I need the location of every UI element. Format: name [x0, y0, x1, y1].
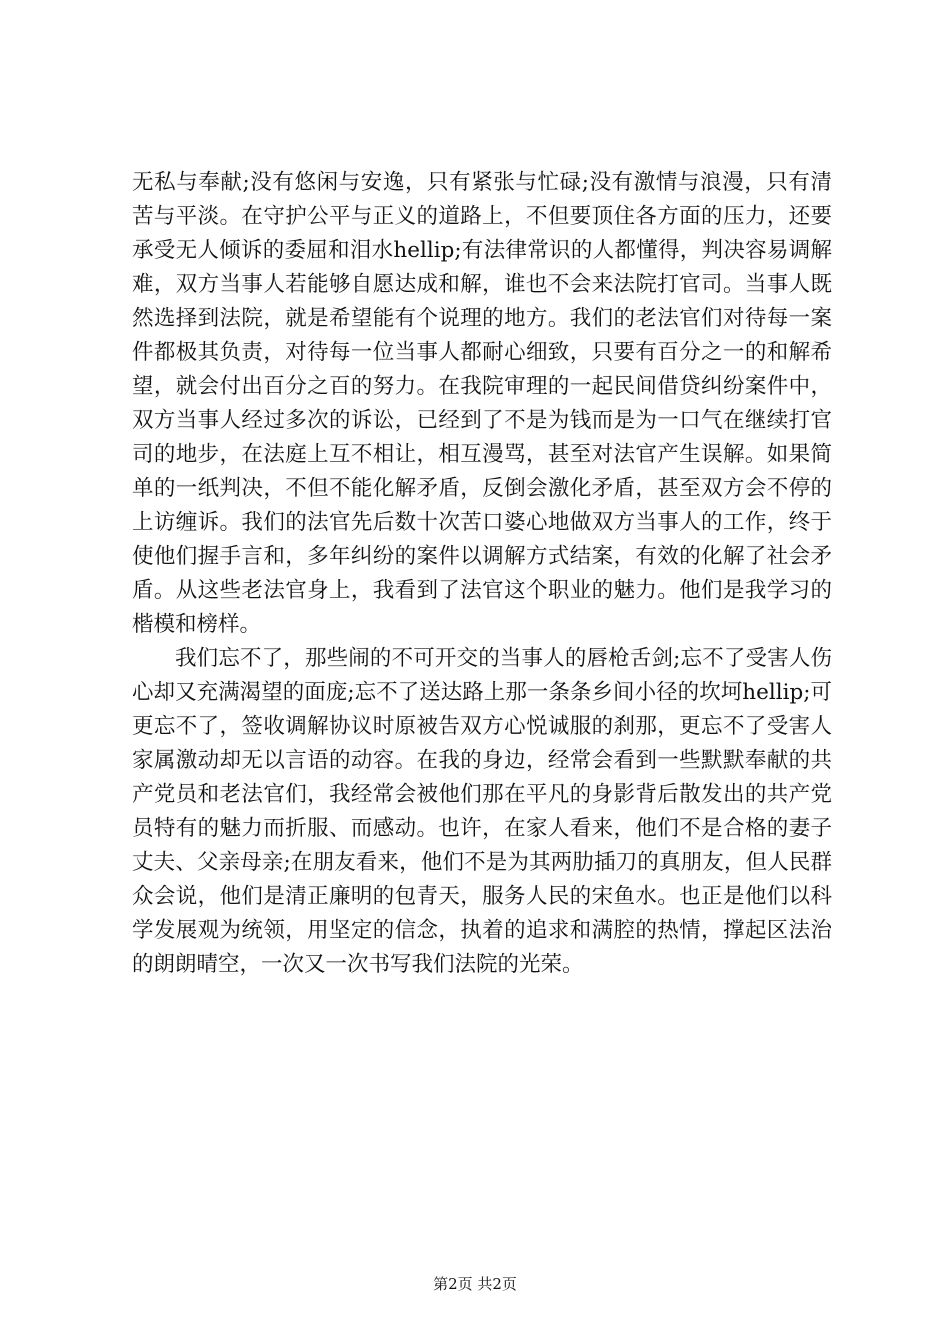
- page-number-footer: 第2页 共2页: [433, 1275, 517, 1293]
- document-body: [132, 166, 832, 982]
- paragraph-continued: 无私与奉献;没有悠闲与安逸，只有紧张与忙碌;没有激情与浪漫，只有清苦与平淡。在守护公平与正义的道路上，不但要顶住各方面的压力，还要承受无人倾诉的委屈和泪水hellip;有法律常识的人都懂得，判决容易调解难，双方当事人若能够自愿达成和解，谁也不会来法院打官司。当事人既然选择到法院，就是希望能有个说理的地方。我们的老法官们对待每一案件都极其负责，对待每一位当事人都耐心细致，只要有百分之一的和解希望，就会付出百分之百的努力。在我院审理的一起民间借贷纠纷案件中，双方当事人经过多次的诉讼，已经到了不是为钱而是为一口气在继续打官司的地步，在法庭上互不相让，相互漫骂，甚至对法官产生误解。如果简单的一纸判决，不但不能化解矛盾，反倒会激化矛盾，甚至双方会不停的上访缠诉。我们的法官先后数十次苦口婆心地做双方当事人的工作，终于使他们握手言和，多年纠纷的案件以调解方式结案，有效的化解了社会矛盾。从这些老法官身上，我看到了法官这个职业的魅力。他们是我学习的楷模和榜样。: [132, 170, 832, 637]
- paragraph: 我们忘不了，那些闹的不可开交的当事人的唇枪舌剑;忘不了受害人伤心却又充满渴望的面庞;忘不了送达路上那一条条乡间小径的坎坷hellip;可更忘不了，签收调解协议时原被告双方心悦诚服的刹那，更忘不了受害人家属激动却无以言语的动容。在我的身边，经常会看到一些默默奉献的共产党员和老法官们，我经常会被他们那在平凡的身影背后散发出的共产党员特有的魅力而折服、而感动。也许，在家人看来，他们不是合格的妻子丈夫、父亲母亲;在朋友看来，他们不是为其两肋插刀的真朋友，但人民群众会说，他们是清正廉明的包青天，服务人民的宋鱼水。也正是他们以科学发展观为统领，用坚定的信念，执着的追求和满腔的热情，撑起区法治的朗朗晴空，一次又一次书写我们法院的光荣。: [132, 646, 832, 977]
